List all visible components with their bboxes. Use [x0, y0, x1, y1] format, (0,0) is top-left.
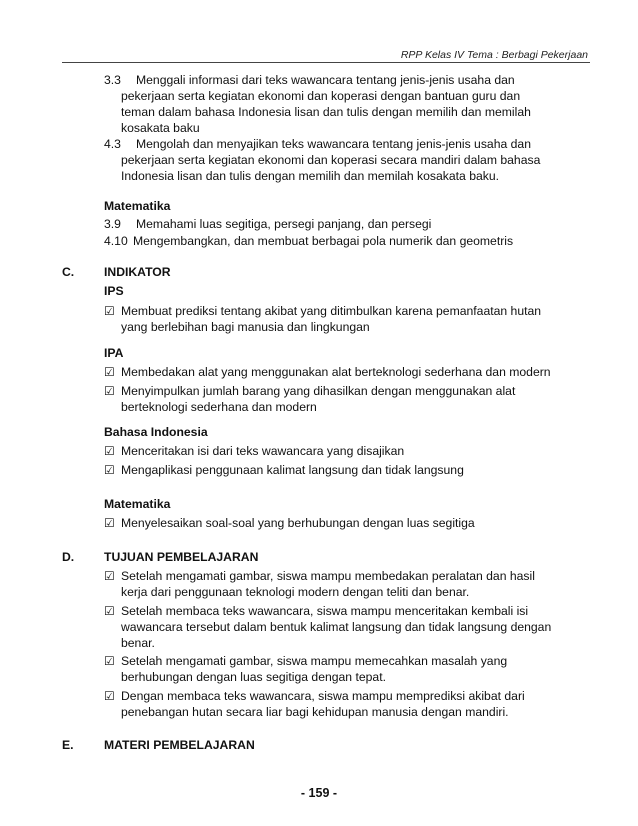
objective-line: Dengan membaca teks wawancara, siswa mampu memprediksi akibat dari [121, 689, 525, 703]
indicator-mat-line: Menyelesaikan soal-soal yang berhubungan dengan luas segitiga [121, 516, 475, 530]
comp-4-3-line: pekerjaan serta kegiatan ekonomi dan koperasi secara mandiri dalam bahasa [121, 153, 541, 167]
indicator-ipa-line: Menyimpulkan jumlah barang yang dihasilkan dengan menggunakan alat [121, 384, 516, 398]
indicator-bi-line: Menceritakan isi dari teks wawancara yang disajikan [121, 444, 405, 458]
comp-3-9-text: Memahami luas segitiga, persegi panjang, dan persegi [136, 217, 432, 231]
checkbox-checked-icon: ☑ [104, 304, 115, 318]
page-number: - 159 - [300, 786, 338, 800]
comp-4-3-line: Indonesia lisan dan tulis dengan memilih dan memilah kosakata baku. [121, 169, 500, 183]
objective-line: berhubungan dengan luas segitiga dengan tepat. [121, 670, 386, 684]
objective-line: benar. [121, 636, 155, 650]
section-e-letter: E. [62, 738, 74, 752]
objective-line: wawancara tersebut dalam bentuk kalimat langsung dan tidak langsung dengan [121, 620, 552, 634]
objective-line: Setelah membaca teks wawancara, siswa mampu menceritakan kembali isi [121, 604, 529, 618]
objective-line: penebangan hutan secara liar bagi kehidupan manusia dengan mandiri. [121, 705, 509, 719]
checkbox-checked-icon: ☑ [104, 689, 115, 703]
checkbox-checked-icon: ☑ [104, 463, 115, 477]
comp-3-3-num: 3.3 [104, 73, 121, 87]
objective-line: Setelah mengamati gambar, siswa mampu memecahkan masalah yang [121, 654, 508, 668]
ips-subheading: IPS [104, 284, 124, 298]
checkbox-checked-icon: ☑ [104, 654, 115, 668]
comp-4-10-num: 4.10 [104, 234, 128, 248]
comp-3-3-line: kosakata baku [121, 121, 200, 135]
section-d-letter: D. [62, 550, 75, 564]
math-subheading: Matematika [104, 199, 171, 213]
indicator-ips-line: yang berlebihan bagi manusia dan lingkungan [121, 320, 370, 334]
comp-3-3-line: pekerjaan serta kegiatan ekonomi dan koperasi dengan bantuan guru dan [121, 89, 521, 103]
running-header: RPP Kelas IV Tema : Berbagi Pekerjaan [400, 49, 588, 61]
comp-3-3-line: Menggali informasi dari teks wawancara tentang jenis-jenis usaha dan [136, 73, 515, 87]
comp-4-10-text: Mengembangkan, dan membuat berbagai pola numerik dan geometris [133, 234, 514, 248]
checkbox-checked-icon: ☑ [104, 604, 115, 618]
comp-4-3-num: 4.3 [104, 137, 121, 151]
checkbox-checked-icon: ☑ [104, 444, 115, 458]
ipa-subheading: IPA [104, 346, 124, 360]
comp-3-9-num: 3.9 [104, 217, 121, 231]
section-c-letter: C. [62, 265, 75, 279]
indicator-ipa-line: berteknologi sederhana dan modern [121, 400, 317, 414]
matematika-subheading: Matematika [104, 497, 171, 511]
comp-4-3-line: Mengolah dan menyajikan teks wawancara tentang jenis-jenis usaha dan [136, 137, 531, 151]
indicator-ipa-line: Membedakan alat yang menggunakan alat berteknologi sederhana dan modern [121, 365, 551, 379]
section-e-title: MATERI PEMBELAJARAN [104, 738, 255, 752]
comp-3-3-line: teman dalam bahasa Indonesia lisan dan tulis dengan memilih dan memilah [121, 105, 531, 119]
section-d-title: TUJUAN PEMBELAJARAN [104, 550, 259, 564]
objective-line: kerja dari penggunaan teknologi modern dengan teliti dan benar. [121, 585, 470, 599]
header-rule [62, 62, 590, 63]
section-c-title: INDIKATOR [104, 265, 171, 279]
checkbox-checked-icon: ☑ [104, 384, 115, 398]
checkbox-checked-icon: ☑ [104, 365, 115, 379]
bahasa-indonesia-subheading: Bahasa Indonesia [104, 425, 208, 439]
indicator-ips-line: Membuat prediksi tentang akibat yang ditimbulkan karena pemanfaatan hutan [121, 304, 542, 318]
checkbox-checked-icon: ☑ [104, 569, 115, 583]
indicator-bi-line: Mengaplikasi penggunaan kalimat langsung dan tidak langsung [121, 463, 464, 477]
objective-line: Setelah mengamati gambar, siswa mampu membedakan peralatan dan hasil [121, 569, 535, 583]
checkbox-checked-icon: ☑ [104, 516, 115, 530]
